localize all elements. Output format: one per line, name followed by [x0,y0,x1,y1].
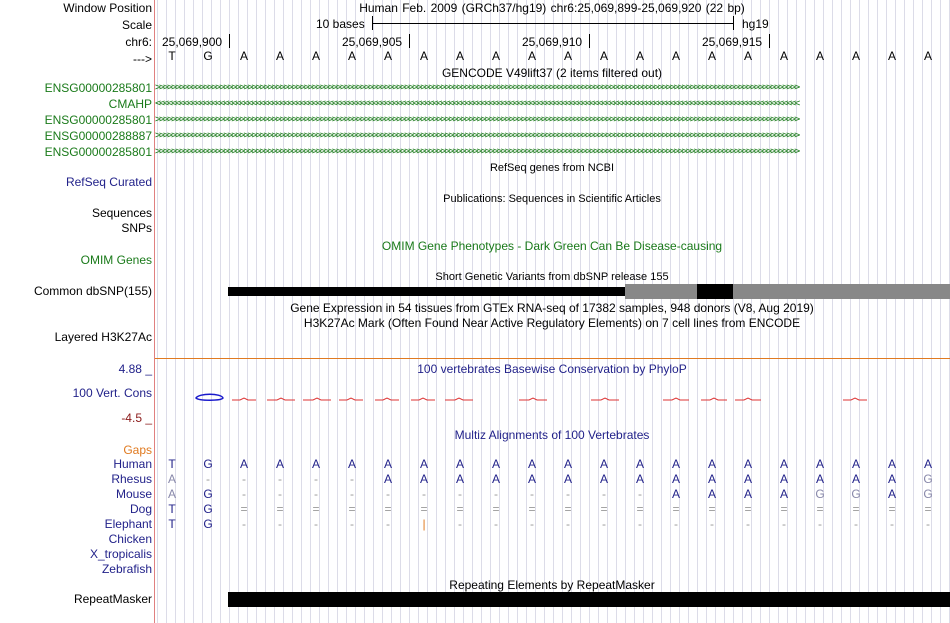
track-label-refseq[interactable]: RefSeq Curated [65,175,152,189]
phylop-conservation-mark [445,398,473,400]
coord-tick [229,34,230,48]
phylop-conservation-mark [232,398,256,400]
coord-tick [769,34,770,48]
gencode-gene-track[interactable]: >>>>>>>>>>>>>>>>>>>>>>>>>>>>>>>>>>>>>>>>>>>>>>>>>>>>>>>>>>>>>>>>>>>>>>>>>>>>>>>>>>>>>>>>>>>>>>>>>>>>>>>>>>>>>>>>>>>>>>>>>>>>>>>>>>>>>>>>>>>>>>>>>>>>>>>>>>>>>>>> [155,130,799,141]
phylop-conservation-mark [339,398,363,400]
track-label-snps[interactable]: SNPs [121,221,152,235]
track-label-omim[interactable]: OMIM Genes [80,253,152,267]
multiz-species-label[interactable]: X_tropicalis [89,547,152,561]
track-label-h3k27ac[interactable]: Layered H3K27Ac [54,330,152,344]
scale-assembly: hg19 [742,17,769,31]
gencode-gene-label[interactable]: ENSG00000288887 [44,129,152,143]
dbsnp-variant-bar-gray[interactable] [625,284,950,299]
phylop-conservation-mark [843,398,867,400]
dbsnp-variant-bar-dark[interactable] [697,284,733,299]
track-label-dbsnp[interactable]: Common dbSNP(155) [33,284,152,298]
multiz-species-label[interactable]: Human [113,457,152,471]
omim-title: OMIM Gene Phenotypes - Dark Green Can Be Disease-causing [381,239,723,253]
phylop-conservation-mark [663,398,689,400]
phylop-conservation-mark [591,398,619,400]
multiz-species-label[interactable]: Elephant [104,517,152,531]
track-label-phylop[interactable]: 100 Vert. Cons [72,386,152,400]
gencode-gene-label[interactable]: ENSG00000285801 [44,81,152,95]
scale-bar [372,23,733,24]
phylop-peak-blue [196,394,223,400]
gencode-gene-track[interactable]: >>>>>>>>>>>>>>>>>>>>>>>>>>>>>>>>>>>>>>>>>>>>>>>>>>>>>>>>>>>>>>>>>>>>>>>>>>>>>>>>>>>>>>>>>>>>>>>>>>>>>>>>>>>>>>>>>>>>>>>>>>>>>>>>>>>>>>>>>>>>>>>>>>>>>>>>>>>>>>>> [155,114,799,125]
coord-label: 25,069,905 [342,35,403,49]
gencode-gene-label[interactable]: CMAHP [108,97,152,111]
window-position-value: Human Feb. 2009 (GRCh37/hg19) chr6:25,069,899-25,069,920 (22 bp) [359,1,745,15]
multiz-species-label[interactable]: Zebrafish [101,562,152,576]
publications-title: Publications: Sequences in Scientific Articles [443,193,661,205]
phylop-min-label: -4.5 _ [121,411,152,425]
gencode-gene-track[interactable]: >>>>>>>>>>>>>>>>>>>>>>>>>>>>>>>>>>>>>>>>>>>>>>>>>>>>>>>>>>>>>>>>>>>>>>>>>>>>>>>>>>>>>>>>>>>>>>>>>>>>>>>>>>>>>>>>>>>>>>>>>>>>>>>>>>>>>>>>>>>>>>>>>>>>>>>>>>>>>>>> [155,146,799,157]
multiz-species-label[interactable]: Dog [129,502,152,516]
dbsnp-title: Short Genetic Variants from dbSNP release 155 [435,271,669,283]
track-label-sequences[interactable]: Sequences [91,206,152,220]
phylop-conservation-mark [303,398,331,400]
phylop-conservation-mark [411,398,435,400]
phylop-conservation-plot [155,390,950,410]
refseq-title: RefSeq genes from NCBI [489,162,615,174]
chrom-label: chr6: [125,35,152,49]
track-label-repeatmasker[interactable]: RepeatMasker [73,592,152,606]
phylop-max-label: 4.88 _ [118,362,152,376]
gencode-gene-label[interactable]: ENSG00000285801 [44,113,152,127]
gencode-gene-label[interactable]: ENSG00000285801 [44,145,152,159]
gencode-gene-track[interactable]: <<<<<<<<<<<<<<<<<<<<<<<<<<<<<<<<<<<<<<<<<<<<<<<<<<<<<<<<<<<<<<<<<<<<<<<<<<<<<<<<<<<<<<<<<<<<<<<<<<<<<<<<<<<<<<<<<<<<<<<<<<<<<<<<<<<<<<<<<<<<<<<<<<<<<<<<<<<<<<<< [155,98,799,109]
scale-bases-label: 10 bases [316,17,365,31]
coord-tick [589,34,590,48]
multiz-species-label[interactable]: Mouse [115,487,152,501]
phylop-conservation-mark [267,398,295,400]
phylop-conservation-mark [519,398,547,400]
coord-label: 25,069,915 [702,35,763,49]
multiz-species-label[interactable]: Rhesus [111,472,152,486]
multiz-species-label[interactable]: Chicken [108,532,152,546]
coord-label: 25,069,910 [522,35,583,49]
repeatmasker-element-bar[interactable] [228,592,950,607]
phylop-wiggle [196,394,223,400]
track-label-gaps[interactable]: Gaps [123,443,152,457]
multiz-title: Multiz Alignments of 100 Vertebrates [454,428,650,442]
h3k27ac-title: H3K27Ac Mark (Often Found Near Active Regulatory Elements) on 7 cell lines from ENCODE [303,316,801,330]
strand-label: ---> [133,52,152,66]
repeatmasker-title: Repeating Elements by RepeatMasker [449,578,655,592]
gtex-title: Gene Expression in 54 tissues from GTEx RNA-seq of 17382 samples, 948 donors (V8, Aug 2019) [290,301,814,315]
phylop-conservation-mark [735,398,761,400]
phylop-title: 100 vertebrates Basewise Conservation by PhyloP [417,362,687,376]
gencode-gene-track[interactable]: >>>>>>>>>>>>>>>>>>>>>>>>>>>>>>>>>>>>>>>>>>>>>>>>>>>>>>>>>>>>>>>>>>>>>>>>>>>>>>>>>>>>>>>>>>>>>>>>>>>>>>>>>>>>>>>>>>>>>>>>>>>>>>>>>>>>>>>>>>>>>>>>>>>>>>>>>>>>>>>> [155,82,799,93]
phylop-conservation-mark [375,398,399,400]
window-position-label: Window Position [63,1,152,15]
h3k27ac-signal-line [155,358,950,359]
coord-label: 25,069,900 [162,35,223,49]
phylop-conservation-mark [701,398,727,400]
scale-label: Scale [121,18,152,32]
scale-bar-right-tick [733,16,734,30]
coord-tick [409,34,410,48]
gencode-title: GENCODE V49lift37 (2 items filtered out) [441,66,663,80]
